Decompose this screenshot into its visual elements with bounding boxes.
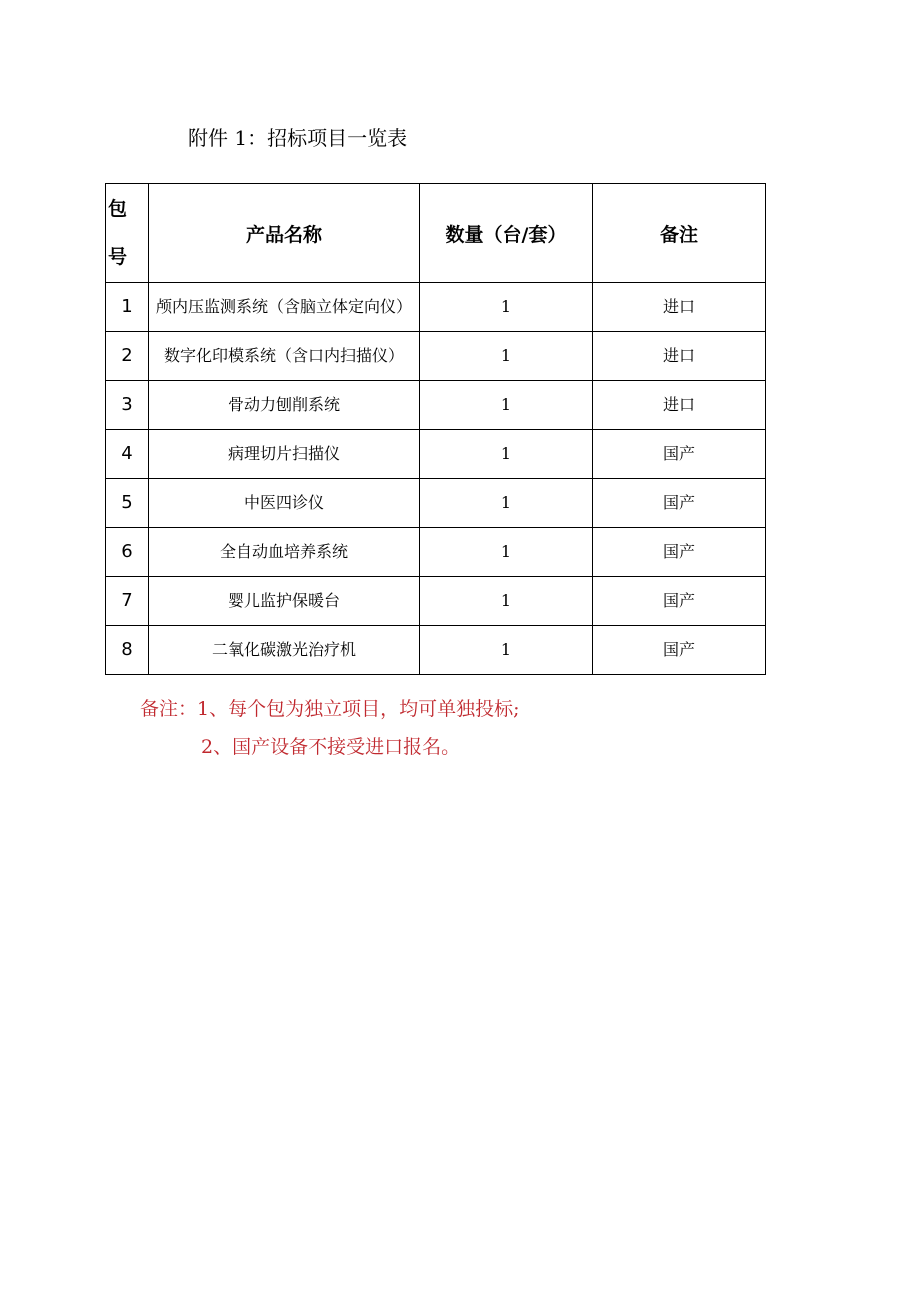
quantity: 1 xyxy=(420,577,593,626)
table-row xyxy=(106,626,766,675)
package-no: 8 xyxy=(106,626,149,675)
header-quantity: 数量（台/套） xyxy=(420,184,593,283)
package-no: 2 xyxy=(106,332,149,381)
remark: 国产 xyxy=(593,626,766,675)
package-no: 5 xyxy=(106,479,149,528)
document-title: 附件 1：招标项目一览表 xyxy=(188,126,408,150)
table-row xyxy=(106,283,766,332)
header-product-name: 产品名称 xyxy=(149,184,420,283)
table-row xyxy=(106,430,766,479)
package-no: 6 xyxy=(106,528,149,577)
bid-items-table xyxy=(105,183,766,675)
product-name: 二氧化碳激光治疗机 xyxy=(149,626,420,675)
product-name: 骨动力刨削系统 xyxy=(149,381,420,430)
quantity: 1 xyxy=(420,332,593,381)
notes-section xyxy=(140,694,520,762)
table-row xyxy=(106,528,766,577)
product-name: 颅内压监测系统（含脑立体定向仪） xyxy=(149,283,420,332)
header-package-no: 包号 xyxy=(106,184,149,283)
product-name: 数字化印模系统（含口内扫描仪） xyxy=(149,332,420,381)
remark: 进口 xyxy=(593,283,766,332)
table-row xyxy=(106,479,766,528)
remark: 进口 xyxy=(593,381,766,430)
product-name: 病理切片扫描仪 xyxy=(149,430,420,479)
quantity: 1 xyxy=(420,626,593,675)
note-line-1: 备注：1、每个包为独立项目，均可单独投标; xyxy=(140,698,520,720)
note-line-2: 2、国产设备不接受进口报名。 xyxy=(201,736,461,758)
remark: 国产 xyxy=(593,430,766,479)
remark: 国产 xyxy=(593,528,766,577)
quantity: 1 xyxy=(420,430,593,479)
table-row xyxy=(106,381,766,430)
product-name: 中医四诊仪 xyxy=(149,479,420,528)
remark: 国产 xyxy=(593,577,766,626)
product-name: 婴儿监护保暖台 xyxy=(149,577,420,626)
package-no: 3 xyxy=(106,381,149,430)
quantity: 1 xyxy=(420,528,593,577)
package-no: 1 xyxy=(106,283,149,332)
table-header-row xyxy=(106,184,766,283)
product-name: 全自动血培养系统 xyxy=(149,528,420,577)
remark: 国产 xyxy=(593,479,766,528)
header-remark: 备注 xyxy=(593,184,766,283)
quantity: 1 xyxy=(420,479,593,528)
table-row xyxy=(106,332,766,381)
quantity: 1 xyxy=(420,283,593,332)
table-row xyxy=(106,577,766,626)
package-no: 4 xyxy=(106,430,149,479)
package-no: 7 xyxy=(106,577,149,626)
quantity: 1 xyxy=(420,381,593,430)
remark: 进口 xyxy=(593,332,766,381)
